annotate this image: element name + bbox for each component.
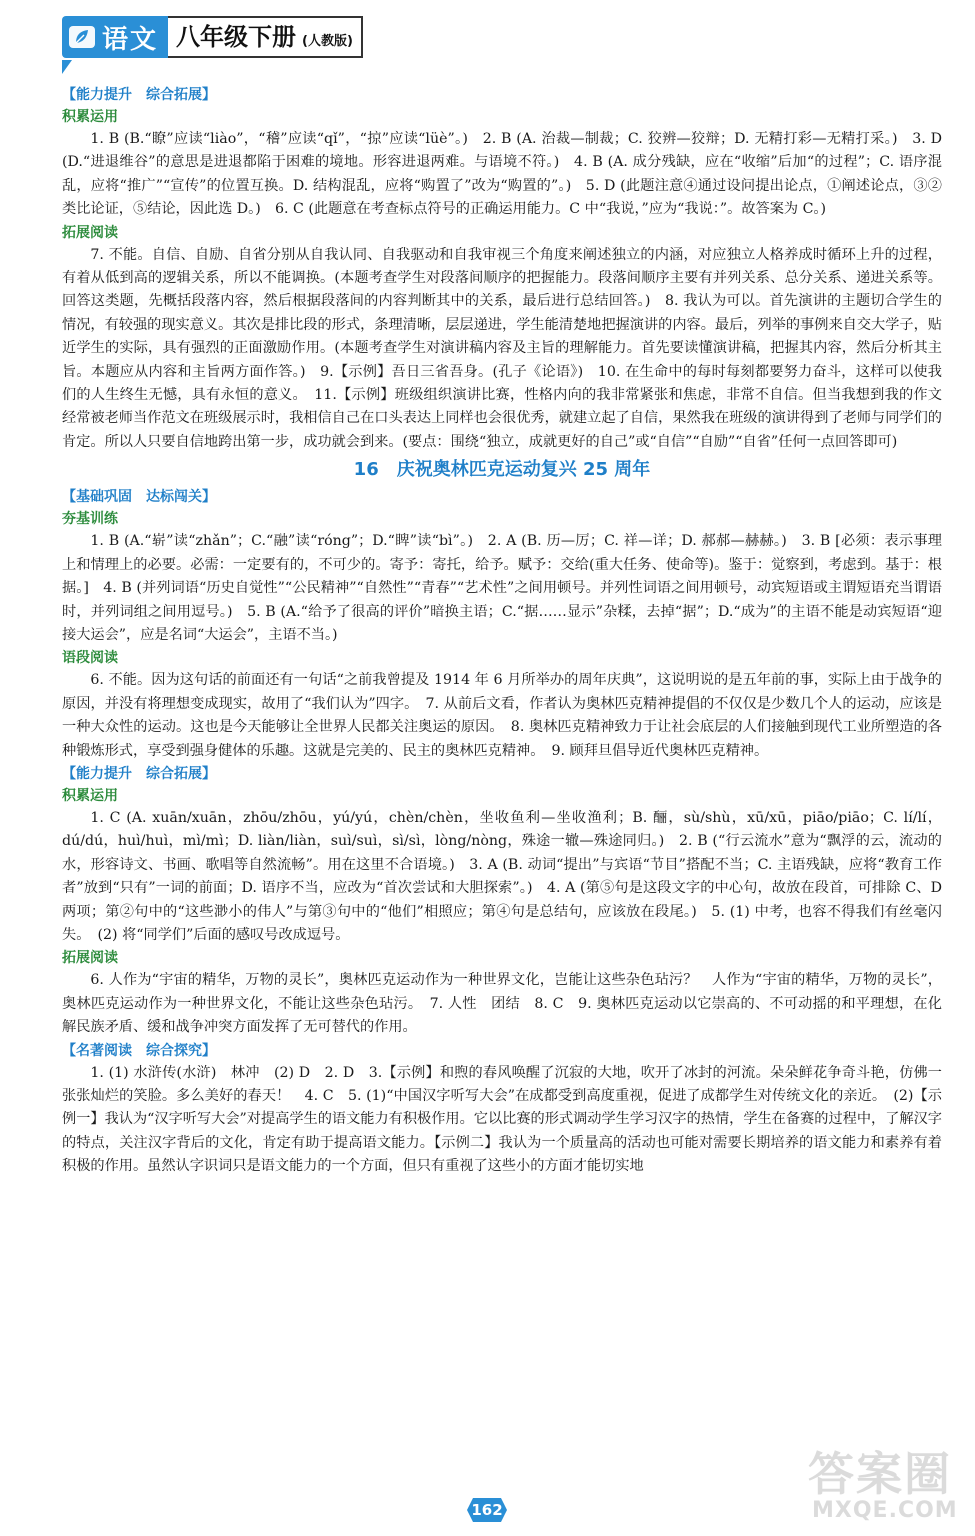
- subsection-heading: 积累运用: [62, 109, 118, 125]
- section-heading: 【能力提升 综合拓展】: [62, 765, 216, 782]
- header-tail-decoration: [62, 60, 72, 74]
- page-number: [465, 1496, 509, 1524]
- leaf-icon: [68, 23, 96, 51]
- edition-label: (人教版): [302, 34, 353, 49]
- answer-paragraph: 1. B (A.“崭”读“zhǎn”；C.“融”读“róng”；D.“睥”读“bì”。) 2. A (B. 历—厉；C. 祥—详；D. 郝郝—赫赫。) 3. B [必须：表示事理上和情理上的必要。必需：一定要有的，不可少的。寄予：寄托，给予。赋予：交给(重大任务、使命等)。鉴于：觉察到，考虑到。基于：根据。] 4. B (并列词语“历史自觉性”“公民精神”“自然性”“青春”“艺术性”之间用顿号。并列性词语之间用顿号，动宾短语或主谓短语充当谓语时，并列词组之间用逗号。) 5. B (A.“给予了很高的评价”暗换主语；C.“据……显示”杂糅，去掉“据”；D.“成为”的主语不能是动宾短语“迎接大运会”，应是名词“大运会”，主语不当。): [62, 533, 942, 643]
- answer-paragraph: 6. 人作为“宇宙的精华，万物的灵长”，奥林匹克运动作为一种世界文化，岂能让这些杂色玷污？ 人作为“宇宙的精华，万物的灵长”，奥林匹克运动作为一种世界文化，不能让这些杂色玷污。 7. 人性 团结 8. C 9. 奥林匹克运动以它崇高的、不可动摇的和平理想，在化解民族矛盾、缓和战争冲突方面发挥了无可替代的作用。: [62, 972, 942, 1036]
- section-heading: 【能力提升 综合拓展】: [62, 87, 216, 103]
- answer-paragraph: 1. B (B.“瞭”应读“liào”，“稽”应读“qǐ”，“掠”应读“lüè”。) 2. B (A. 治裁—制裁；C. 狡辨—狡辩；D. 无精打彩—无精打采。) 3. D (D.“进退维谷”的意思是进退都陷于困难的境地。形容进退两难。与语境不符。) 4. B (A. 成分残缺，应在“收缩”后加“的过程”；C. 语序混乱，应将“推广”“宣传”的位置互换。D. 结构混乱，应将“购置了”改为“购置的”。) 5. D (此题注意④通过设问提出论点，①阐述论点，③②类比论证，⑤结论，因此选 D。) 6. C (此题意在考查标点符号的正确运用能力。C 中“我说，”应为“我说：”。故答案为 C。): [62, 131, 942, 218]
- subsection-heading: 夯基训练: [62, 511, 118, 528]
- subsection-heading: 语段阅读: [62, 650, 118, 667]
- page-number-text: 162: [471, 1501, 503, 1519]
- subsection-heading: 拓展阅读: [62, 224, 118, 241]
- answer-paragraph: 1. C (A. xuān/xuān，zhōu/zhōu，yú/yú，chèn/chèn，坐收鱼利—坐收渔利；B. 酾，sù/shù，xū/xū，piāo/piāo；C. lí/lí，dú/dú，huì/huì，mì/mì；D. liàn/liàn，suì/suì，sì/sì，lòng/nòng，殊途一辙—殊途同归。) 2. B (“行云流水”意为“飘浮的云，流动的水，形容诗文、书画、歌唱等自然流畅”。用在这里不合语境。) 3. A (B. 动词“提出”与宾语“节目”搭配不当；C. 主语残缺，应将“教育工作者”放到“只有”一词的前面；D. 语序不当，应改为“首次尝试和大胆探索”。) 4. A (第⑤句是这段文字的中心句，故放在段首，可排除 C、D 两项；第②句中的“这些渺小的伟人”与第③句中的“他们”相照应；第④句是总结句，应该放在段尾。) 5. (1) 中考，也容不得我们有丝毫闪失。 (2) 将“同学们”后面的感叹号改成逗号。: [62, 809, 942, 943]
- watermark: [808, 1438, 968, 1530]
- grade-box: [168, 16, 363, 58]
- subsection-heading: 积累运用: [62, 787, 118, 804]
- grade-title: 八年级下册: [176, 23, 297, 51]
- page-header: [62, 14, 363, 60]
- section-heading: 【名著阅读 综合探究】: [62, 1042, 216, 1059]
- watermark-url: MXQE.COM: [812, 1498, 958, 1523]
- subject-badge: [62, 16, 168, 58]
- answer-paragraph: 6. 不能。因为这句话的前面还有一句话“之前我曾提及 1914 年 6 月所举办的周年庆典”，这说明说的是五年前的事，实际上由于战争的原因，并没有将理想变成现实，故用了“我们认为”四字。 7. 从前后文看，作者认为奥林匹克精神提倡的不仅仅是少数几个人的运动，应该是一种大众性的运动。这也是今天能够让全世界人民都关注奥运的原因。 8. 奥林匹克精神致力于让社会底层的人们接触到现代工业所塑造的各种锻炼形式，享受到强身健体的乐趣。这就是完美的、民主的奥林匹克精神。 9. 顾拜旦倡导近代奥林匹克精神。: [62, 672, 942, 759]
- subject-title: 语文: [102, 24, 159, 55]
- answer-content: [62, 84, 942, 1179]
- watermark-text: 答案圈: [808, 1447, 952, 1501]
- lesson-title: 16 庆祝奥林匹克运动复兴 25 周年: [353, 459, 651, 481]
- section-heading: 【基础巩固 达标闯关】: [62, 489, 216, 506]
- subsection-heading: 拓展阅读: [62, 950, 118, 967]
- answer-paragraph: 1. (1) 水浒传(水浒) 林冲 (2) D 2. D 3.【示例】和煦的春风唤醒了沉寂的大地，吹开了冰封的河流。朵朵鲜花争奇斗艳，仿佛一张张灿烂的笑脸。多么美好的春天！ 4. C 5. (1)“中国汉字听写大会”在成都受到高度重视，促进了成都学生对传统文化的亲近。 (2)【示例一】我认为“汉字听写大会”对提高学生的语文能力有积极作用。它以比赛的形式调动学生学习汉字的热情，学生在备赛的过程中，了解汉字的特点，关注汉字背后的文化，肯定有助于提高语文能力。【示例二】我认为一个质量高的活动也可能对需要长期培养的语文能力和素养有着积极的作用。虽然认字识词只是语文能力的一个方面，但只有重视了这些小的方面才能切实地: [62, 1064, 942, 1175]
- answer-paragraph: 7. 不能。自信、自励、自省分别从自我认同、自我驱动和自我审视三个角度来阐述独立的内涵，对应独立人格养成时循环上升的过程，有着从低到高的逻辑关系，所以不能调换。(本题考查学生对段落间顺序的把握能力。段落间顺序主要有并列关系、总分关系、递进关系等。回答这类题，先概括段落内容，然后根据段落间的内容判断其中的关系，最后进行总结回答。) 8. 我认为可以。首先演讲的主题切合学生的情况，有较强的现实意义。其次是排比段的形式，条理清晰，层层递进，学生能清楚地把握演讲的内容。最后，列举的事例来自交大学子，贴近学生的实际，具有强烈的正面激励作用。(本题考查学生对演讲稿内容及主旨的理解能力。首先要读懂演讲稿，把握其内容，然后分析其主旨。本题应从内容和主旨两方面作答。) 9.【示例】吾日三省吾身。(孔子《论语》) 10. 在生命中的每时每刻都要努力奋斗，这样可以使我们的人生终生无憾，具有永恒的意义。 11.【示例】班级组织演讲比赛，性格内向的我非常紧张和焦虑，非常不自信。但当我想到我的作文经常被老师当作范文在班级展示时，我相信自己在口头表达上同样也会很优秀，就建立起了自信，果然我在班级的演讲得到了老师与同学们的肯定。所以人只要自信地跨出第一步，成功就会到来。(要点：围绕“独立，成就更好的自己”或“自信”“自励”“自省”任何一点回答即可): [62, 246, 942, 450]
